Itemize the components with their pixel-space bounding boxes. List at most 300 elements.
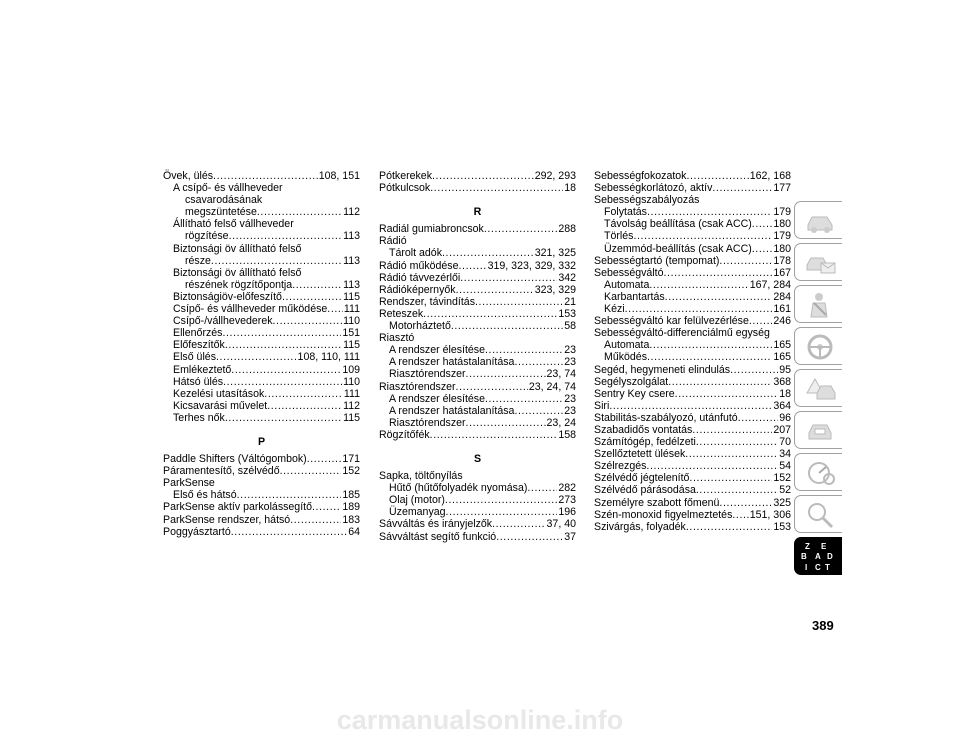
entry-label: Szélvédő jégtelenítő	[594, 472, 690, 485]
entry-page-ref: 158	[558, 428, 576, 441]
entry-label: A csípő- és vállheveder	[173, 182, 283, 195]
entry-page-ref: 23	[564, 404, 576, 417]
index-letter: T	[825, 563, 830, 572]
index-entry[interactable]	[594, 448, 791, 460]
entry-page-ref: 342	[558, 271, 576, 284]
index-entry[interactable]	[594, 460, 791, 472]
dot-leader	[307, 453, 342, 465]
entry-page-ref: 54	[779, 460, 791, 473]
entry-page-ref: 113	[343, 278, 360, 291]
entry-page-ref: 179	[773, 230, 791, 243]
index-entry[interactable]	[379, 182, 576, 194]
entry-label: A rendszer élesítése	[389, 392, 485, 405]
entry-page-ref: 70	[779, 436, 791, 449]
index-entry[interactable]	[379, 260, 576, 272]
index-entry[interactable]	[163, 279, 360, 291]
tab-driving[interactable]	[794, 327, 842, 365]
entry-label: Karbantartás	[604, 290, 665, 303]
index-entry[interactable]	[163, 218, 360, 230]
entry-label: Sebességkorlátozó, aktív	[594, 182, 713, 195]
dot-leader	[282, 291, 342, 303]
dot-leader	[719, 497, 772, 509]
index-entry[interactable]	[163, 477, 360, 489]
entry-label: részének rögzítőpontja	[185, 278, 293, 291]
index-entry[interactable]	[163, 514, 360, 526]
index-entry[interactable]	[594, 279, 791, 291]
index-column-1	[163, 170, 360, 538]
entry-label: Állítható felső vállheveder	[173, 218, 294, 231]
entry-label: Övek, ülés	[163, 170, 214, 182]
entry-label: Sávváltás és irányjelzők	[379, 518, 493, 531]
entry-page-ref: 162, 168	[749, 170, 791, 182]
entry-label: Üzemanyag	[389, 506, 446, 519]
entry-label: Pótkerekek	[379, 170, 432, 182]
index-entry[interactable]	[379, 482, 576, 494]
index-entry[interactable]	[163, 351, 360, 363]
entry-label: Riasztórendszer	[389, 368, 466, 381]
entry-page-ref: 23	[564, 344, 576, 357]
entry-label: Rádió működése	[379, 259, 459, 272]
tab-emergency[interactable]	[794, 369, 842, 407]
index-entry[interactable]	[594, 255, 791, 267]
dot-leader	[456, 284, 534, 296]
dot-leader	[609, 400, 772, 412]
entry-label: Biztonsági öv állítható felső	[173, 266, 302, 279]
index-letter: I	[805, 563, 808, 572]
entry-page-ref: 207	[773, 423, 791, 436]
entry-page-ref: 23, 24	[546, 416, 576, 429]
entry-label: Szivárgás, folyadék	[594, 520, 686, 533]
entry-label: rögzítése	[185, 230, 229, 243]
index-entry[interactable]	[594, 400, 791, 412]
dot-leader	[327, 303, 343, 315]
entry-label: Sebességváltó-differenciálmű egység	[594, 327, 770, 340]
index-entry[interactable]	[594, 509, 791, 521]
index-entry[interactable]	[379, 272, 576, 284]
dot-leader	[696, 436, 778, 448]
index-entry[interactable]	[379, 393, 576, 405]
entry-page-ref: 180	[773, 242, 791, 255]
index-entry[interactable]	[594, 243, 791, 255]
index-entry[interactable]	[163, 400, 360, 412]
dot-leader	[712, 182, 772, 194]
entry-label: Első és hátsó	[173, 489, 237, 502]
index-entry[interactable]	[379, 429, 576, 441]
entry-label: Stabilitás-szabályozó, utánfutó	[594, 411, 738, 424]
section-letter-heading: P	[257, 435, 266, 448]
index-entry[interactable]	[163, 526, 360, 538]
index-entry[interactable]	[379, 531, 576, 543]
dot-leader	[231, 364, 341, 376]
index-entry[interactable]	[163, 489, 360, 501]
section-letter-heading: R	[473, 206, 482, 219]
entry-page-ref: 364	[773, 399, 791, 412]
index-letter: A	[815, 552, 821, 561]
entry-page-ref: 112	[343, 206, 360, 219]
entry-page-ref: 34	[779, 448, 791, 461]
tab-search[interactable]	[794, 495, 842, 533]
entry-page-ref: 321, 325	[534, 247, 576, 260]
index-entry[interactable]	[594, 521, 791, 533]
entry-label: Emlékeztető	[173, 363, 232, 376]
entry-label: Paddle Shifters (Váltógombok)	[163, 453, 307, 466]
index-entry[interactable]	[163, 243, 360, 255]
index-entry[interactable]	[594, 364, 791, 376]
entry-label: Automata	[604, 339, 650, 352]
index-entry[interactable]	[379, 506, 576, 518]
index-entry[interactable]	[379, 344, 576, 356]
index-entry[interactable]	[594, 194, 791, 206]
dot-leader	[211, 255, 342, 267]
index-entry[interactable]	[594, 472, 791, 484]
index-letter: C	[815, 563, 821, 572]
entry-page-ref: 273	[558, 494, 576, 507]
entry-label: Személyre szabott főmenü	[594, 496, 720, 509]
index-entry[interactable]	[379, 235, 576, 247]
index-entry[interactable]	[594, 484, 791, 496]
index-entry[interactable]	[594, 315, 791, 327]
entry-page-ref: 37, 40	[546, 518, 576, 531]
dot-leader	[280, 465, 342, 477]
index-entry[interactable]	[379, 368, 576, 380]
entry-label: ParkSense rendszer, hátsó	[163, 513, 291, 526]
dot-leader	[664, 267, 773, 279]
dot-leader	[649, 339, 772, 351]
entry-page-ref: 323, 329	[534, 283, 576, 296]
index-entry[interactable]	[379, 296, 576, 308]
index-entry[interactable]	[379, 518, 576, 530]
entry-page-ref: 325	[773, 496, 791, 509]
entry-label: Sebességváltó kar felülvezérlése	[594, 315, 749, 328]
index-entry[interactable]	[163, 230, 360, 242]
warning-triangle-car-icon	[805, 375, 837, 403]
entry-label: Rendszer, távindítás	[379, 295, 475, 308]
dot-leader	[459, 260, 487, 272]
entry-page-ref: 112	[343, 399, 360, 412]
entry-label: Rádió távvezérlői	[379, 271, 461, 284]
index-entry[interactable]	[379, 332, 576, 344]
dot-leader	[225, 339, 342, 351]
index-entry[interactable]	[594, 424, 791, 436]
dot-leader	[475, 296, 563, 308]
index-entry[interactable]	[163, 315, 360, 327]
entry-label: Motorháztető	[389, 320, 451, 333]
dot-leader	[213, 170, 318, 182]
index-entry[interactable]	[163, 412, 360, 424]
dot-leader	[749, 315, 772, 327]
dot-leader	[675, 388, 779, 400]
entry-label: Folytatás	[604, 206, 647, 219]
dot-leader	[432, 170, 534, 182]
index-entry[interactable]	[163, 376, 360, 388]
index-entry[interactable]	[163, 501, 360, 513]
entry-label: Csípő- és vállheveder működése	[173, 303, 328, 316]
dot-leader	[225, 412, 342, 424]
dot-leader	[264, 388, 343, 400]
tab-maintenance[interactable]	[794, 411, 842, 449]
entry-page-ref: 180	[773, 218, 791, 231]
entry-label: Üzemmód-beállítás (csak ACC)	[604, 242, 752, 255]
dot-leader	[649, 279, 748, 291]
dot-leader	[460, 272, 557, 284]
dot-leader	[231, 526, 347, 538]
index-entry[interactable]	[594, 303, 791, 315]
index-entry[interactable]	[594, 412, 791, 424]
dot-leader	[446, 506, 558, 518]
dot-leader	[514, 356, 563, 368]
dot-leader	[290, 514, 341, 526]
dot-leader	[527, 482, 557, 494]
dot-leader	[223, 376, 342, 388]
entry-label: Sebességfokozatok	[594, 170, 687, 182]
entry-label: Szélvédő párásodása	[594, 484, 696, 497]
index-entry[interactable]	[379, 170, 576, 182]
entry-page-ref: 368	[773, 375, 791, 388]
entry-page-ref: 23, 24, 74	[528, 380, 576, 393]
entry-page-ref: 165	[773, 351, 791, 364]
entry-label: Szabadidős vontatás	[594, 423, 693, 436]
dot-leader	[451, 320, 563, 332]
watermark: carmanualsonline.info	[336, 705, 624, 735]
index-entry[interactable]	[163, 388, 360, 400]
dot-leader	[267, 400, 342, 412]
entry-label: Sávváltást segítő funkció	[379, 530, 497, 543]
dot-leader	[633, 230, 772, 242]
dot-leader	[222, 327, 341, 339]
index-entry[interactable]	[379, 247, 576, 259]
entry-page-ref: 64	[348, 525, 360, 538]
entry-label: Működés	[604, 351, 647, 364]
dot-leader	[229, 230, 343, 242]
entry-label: Szén-monoxid figyelmeztetés	[594, 508, 733, 521]
entry-label: A rendszer élesítése	[389, 344, 485, 357]
tab-index[interactable]	[794, 537, 842, 575]
index-entry[interactable]	[163, 267, 360, 279]
dot-leader	[273, 315, 343, 327]
index-entry[interactable]	[163, 339, 360, 351]
dot-leader	[423, 308, 557, 320]
entry-page-ref: 179	[773, 206, 791, 219]
steering-wheel-icon	[805, 333, 837, 361]
dot-leader	[686, 170, 748, 182]
index-entry[interactable]	[379, 470, 576, 482]
index-entry[interactable]	[163, 194, 360, 206]
dot-leader	[466, 417, 546, 429]
entry-page-ref: 108, 110, 111	[297, 351, 360, 364]
entry-label: Tárolt adók	[389, 247, 442, 260]
dot-leader	[668, 376, 772, 388]
gauge-icon	[805, 459, 837, 487]
index-entry[interactable]	[594, 170, 791, 182]
entry-label: Hűtő (hűtőfolyadék nyomása)	[389, 482, 528, 495]
index-entry[interactable]	[594, 376, 791, 388]
dot-leader	[485, 393, 563, 405]
entry-page-ref: 115	[343, 290, 360, 303]
dot-leader	[689, 472, 772, 484]
entry-label: Olaj (motor)	[389, 494, 445, 507]
dot-leader	[719, 255, 772, 267]
dot-leader	[647, 351, 772, 363]
entry-page-ref: 167	[773, 266, 791, 279]
entry-label: Reteszek	[379, 307, 424, 320]
dot-leader	[730, 364, 778, 376]
index-entry[interactable]	[379, 284, 576, 296]
entry-page-ref: 108, 151	[318, 170, 360, 182]
entry-label: A rendszer hatástalanítása	[389, 356, 515, 369]
entry-page-ref: 183	[342, 513, 360, 526]
entry-page-ref: 284	[773, 290, 791, 303]
index-entry[interactable]	[379, 308, 576, 320]
index-entry[interactable]	[163, 327, 360, 339]
entry-page-ref: 152	[773, 472, 791, 485]
dot-leader	[445, 494, 557, 506]
dot-leader	[686, 521, 772, 533]
entry-page-ref: 153	[773, 520, 791, 533]
entry-label: Biztonságiöv-előfeszítő	[173, 290, 282, 303]
dot-leader	[237, 489, 342, 501]
entry-label: része	[185, 254, 211, 267]
entry-page-ref: 111	[343, 303, 360, 316]
index-entry[interactable]	[594, 351, 791, 363]
entry-label: Terhes nők	[173, 411, 225, 424]
entry-page-ref: 282	[558, 482, 576, 495]
entry-page-ref: 196	[558, 506, 576, 519]
index-entry[interactable]	[594, 267, 791, 279]
index-entry[interactable]	[594, 206, 791, 218]
dot-leader	[646, 460, 778, 472]
entry-label: Első ülés	[173, 351, 216, 364]
entry-label: Poggyásztartó	[163, 525, 231, 538]
entry-page-ref: 18	[564, 182, 576, 195]
index-entry[interactable]	[594, 182, 791, 194]
index-entry[interactable]	[163, 170, 360, 182]
index-entry[interactable]	[163, 255, 360, 267]
index-entry[interactable]	[163, 453, 360, 465]
index-entry[interactable]	[379, 356, 576, 368]
entry-page-ref: 292, 293	[534, 170, 576, 182]
index-entry[interactable]	[594, 339, 791, 351]
index-letter: D	[827, 552, 833, 561]
entry-page-ref: 161	[773, 303, 791, 316]
entry-page-ref: 152	[342, 465, 360, 478]
entry-label: Riasztó	[379, 332, 415, 345]
index-column-3	[594, 170, 791, 533]
index-entry[interactable]	[163, 465, 360, 477]
entry-label: Segélyszolgálat	[594, 375, 669, 388]
entry-page-ref: 21	[564, 295, 576, 308]
dot-leader	[430, 429, 558, 441]
entry-page-ref: 288	[558, 223, 576, 236]
entry-label: Sebességszabályozás	[594, 194, 700, 207]
dot-leader	[257, 206, 342, 218]
entry-page-ref: 115	[343, 339, 360, 352]
entry-label: Előfeszítők	[173, 339, 225, 352]
entry-label: Sentry Key csere	[594, 387, 675, 400]
index-entry[interactable]	[594, 327, 791, 339]
index-entry[interactable]	[379, 223, 576, 235]
entry-page-ref: 177	[773, 182, 791, 195]
entry-label: Segéd, hegymeneti elindulás	[594, 363, 731, 376]
index-entry[interactable]	[379, 381, 576, 393]
section-letter-heading: S	[473, 452, 482, 465]
index-column-2	[379, 170, 576, 543]
entry-page-ref: 95	[779, 363, 791, 376]
seat-belt-icon	[805, 291, 837, 319]
index-entry[interactable]	[594, 497, 791, 509]
entry-page-ref: 178	[773, 254, 791, 267]
alphabet-index-icon	[795, 538, 842, 574]
index-entry[interactable]	[163, 364, 360, 376]
entry-label: Sapka, töltőnyílás	[379, 470, 463, 483]
entry-page-ref: 153	[558, 307, 576, 320]
entry-page-ref: 111	[343, 387, 360, 400]
entry-label: Szellőztetett ülések	[594, 448, 686, 461]
dot-leader	[692, 424, 772, 436]
entry-label: Távolság beállítása (csak ACC)	[604, 218, 752, 231]
tab-specifications[interactable]	[794, 453, 842, 491]
entry-page-ref: 185	[342, 489, 360, 502]
car-info-icon	[805, 207, 837, 235]
entry-label: Riasztórendszer	[379, 380, 456, 393]
dot-leader	[696, 484, 778, 496]
index-entry[interactable]	[379, 320, 576, 332]
chapter-tabs	[794, 201, 842, 579]
dot-leader	[732, 509, 748, 521]
entry-label: Siri	[594, 399, 610, 412]
entry-label: Törlés	[604, 230, 634, 243]
entry-label: Pótkulcsok	[379, 182, 431, 195]
index-entry[interactable]	[594, 436, 791, 448]
index-letter: B	[801, 552, 807, 561]
tab-messages[interactable]	[794, 243, 842, 281]
entry-page-ref: 171	[342, 453, 360, 466]
dot-leader	[484, 223, 557, 235]
index-entry[interactable]	[379, 417, 576, 429]
entry-label: Szélrezgés	[594, 460, 647, 473]
dot-leader	[752, 218, 773, 230]
entry-label: A rendszer hatástalanítása	[389, 404, 515, 417]
index-entry[interactable]	[163, 303, 360, 315]
tab-vehicle-info[interactable]	[794, 201, 842, 239]
entry-page-ref: 115	[343, 411, 360, 424]
dot-leader	[292, 279, 342, 291]
dot-leader	[514, 405, 563, 417]
index-entry[interactable]	[594, 218, 791, 230]
entry-label: Számítógép, fedélzeti	[594, 436, 696, 449]
entry-label: Riasztórendszer	[389, 416, 466, 429]
dot-leader	[625, 303, 773, 315]
tab-safety[interactable]	[794, 285, 842, 323]
index-entry[interactable]	[163, 291, 360, 303]
entry-page-ref: 52	[779, 484, 791, 497]
entry-label: Páramentesítő, szélvédő	[163, 465, 280, 478]
entry-page-ref: 165	[773, 339, 791, 352]
index-entry[interactable]	[379, 405, 576, 417]
index-entry[interactable]	[594, 291, 791, 303]
index-entry[interactable]	[379, 494, 576, 506]
index-entry[interactable]	[163, 206, 360, 218]
index-entry[interactable]	[594, 230, 791, 242]
entry-page-ref: 246	[773, 315, 791, 328]
entry-label: Csípő-/vállhevederek	[173, 315, 273, 328]
dot-leader	[496, 531, 563, 543]
index-entry[interactable]	[163, 182, 360, 194]
entry-label: megszüntetése	[185, 206, 257, 219]
entry-label: Kezelési utasítások	[173, 387, 265, 400]
entry-label: Radiál gumiabroncsok	[379, 223, 484, 236]
entry-page-ref: 96	[779, 411, 791, 424]
index-entry[interactable]	[594, 388, 791, 400]
